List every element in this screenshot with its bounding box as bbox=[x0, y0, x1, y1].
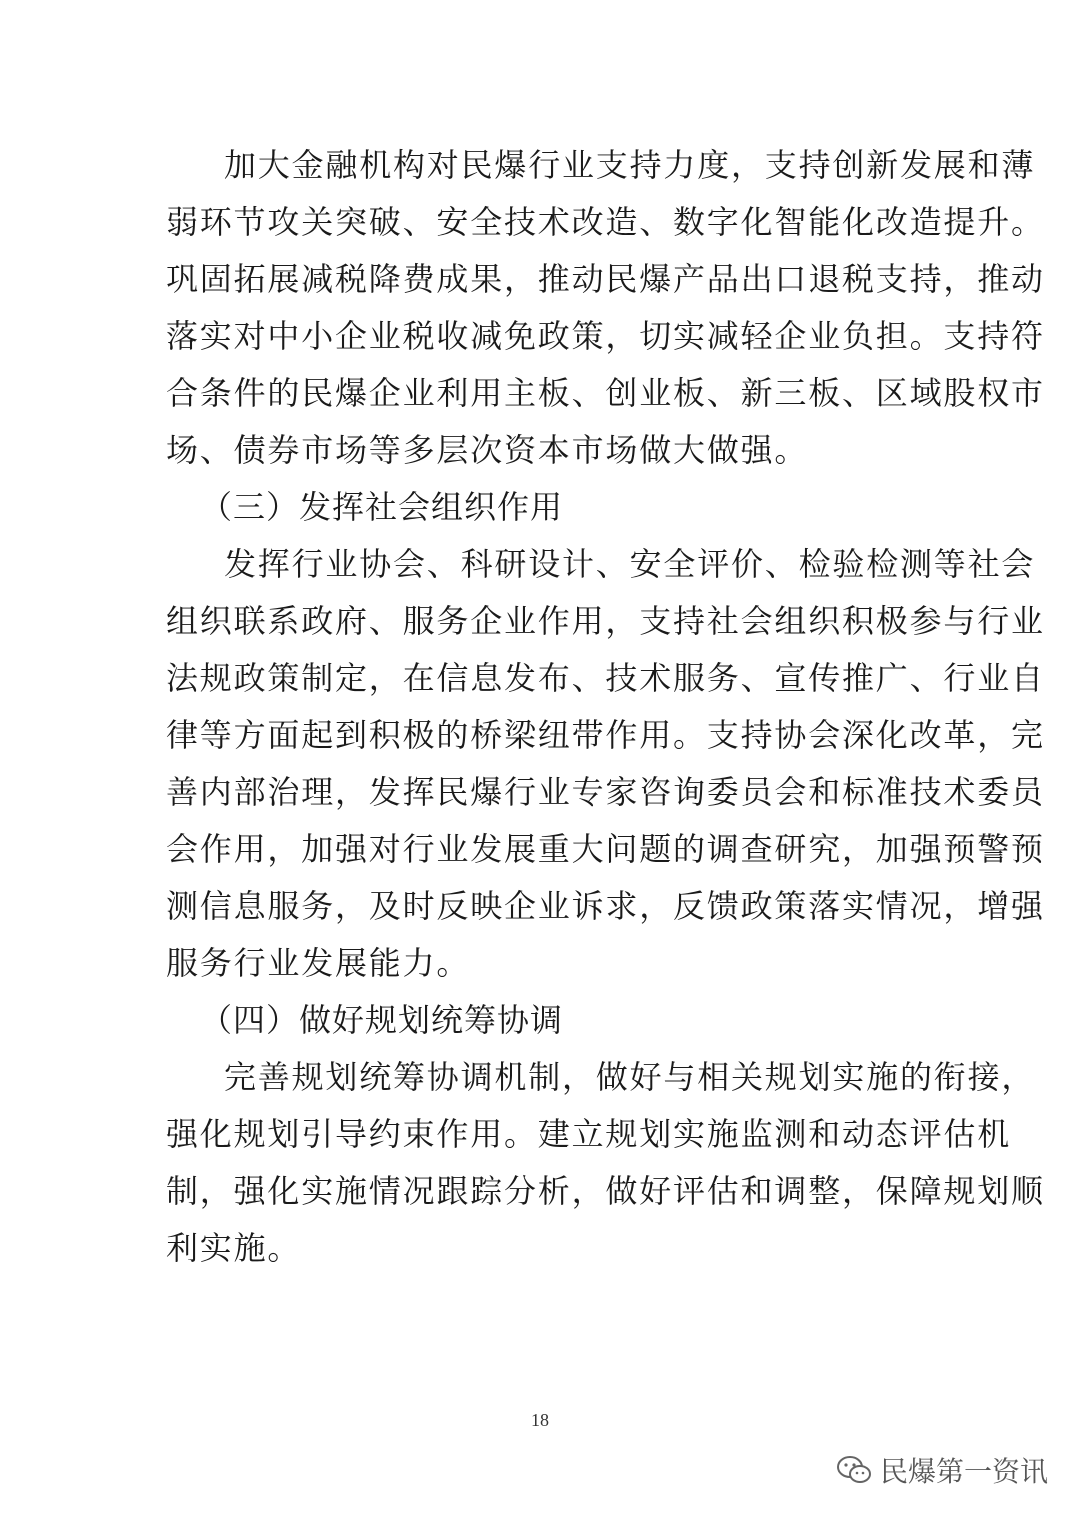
paragraph-line: 律等方面起到积极的桥梁纽带作用。支持协会深化改革，完 bbox=[166, 716, 1045, 754]
paragraph-line: 强化规划引导约束作用。建立规划实施监测和动态评估机 bbox=[166, 1115, 1012, 1153]
paragraph-line: 巩固拓展减税降费成果，推动民爆产品出口退税支持，推动 bbox=[166, 260, 1045, 298]
paragraph-line: 完善规划统筹协调机制，做好与相关规划实施的衔接， bbox=[224, 1058, 1036, 1096]
watermark-text: 民爆第一资讯 bbox=[879, 1455, 1048, 1488]
paragraph-line: 合条件的民爆企业利用主板、创业板、新三板、区域股权市 bbox=[166, 374, 1045, 412]
paragraph-line: 测信息服务，及时反映企业诉求，反馈政策落实情况，增强 bbox=[166, 887, 1045, 925]
paragraph-line: 场、债券市场等多层次资本市场做大做强。 bbox=[166, 431, 809, 469]
paragraph-line: 制，强化实施情况跟踪分析，做好评估和调整，保障规划顺 bbox=[166, 1172, 1045, 1210]
paragraph-line: 组织联系政府、服务企业作用，支持社会组织积极参与行业 bbox=[166, 602, 1045, 640]
section-heading: （三）发挥社会组织作用 bbox=[200, 488, 564, 526]
paragraph-line: 会作用，加强对行业发展重大问题的调查研究，加强预警预 bbox=[166, 830, 1045, 868]
paragraph-line: 法规政策制定，在信息发布、技术服务、宣传推广、行业自 bbox=[166, 659, 1045, 697]
page-number: 18 bbox=[531, 1410, 549, 1430]
wechat-icon bbox=[836, 1455, 872, 1485]
paragraph-line: 服务行业发展能力。 bbox=[166, 944, 471, 982]
paragraph-line: 落实对中小企业税收减免政策，切实减轻企业负担。支持符 bbox=[166, 317, 1045, 355]
paragraph-line: 利实施。 bbox=[166, 1229, 302, 1267]
paragraph-line: 弱环节攻关突破、安全技术改造、数字化智能化改造提升。 bbox=[166, 203, 1045, 241]
paragraph-line: 发挥行业协会、科研设计、安全评价、检验检测等社会 bbox=[224, 545, 1036, 583]
section-heading: （四）做好规划统筹协调 bbox=[200, 1001, 564, 1039]
watermark bbox=[836, 1448, 1048, 1492]
paragraph-line: 善内部治理，发挥民爆行业专家咨询委员会和标准技术委员 bbox=[166, 773, 1045, 811]
paragraph-line: 加大金融机构对民爆行业支持力度，支持创新发展和薄 bbox=[224, 146, 1036, 184]
